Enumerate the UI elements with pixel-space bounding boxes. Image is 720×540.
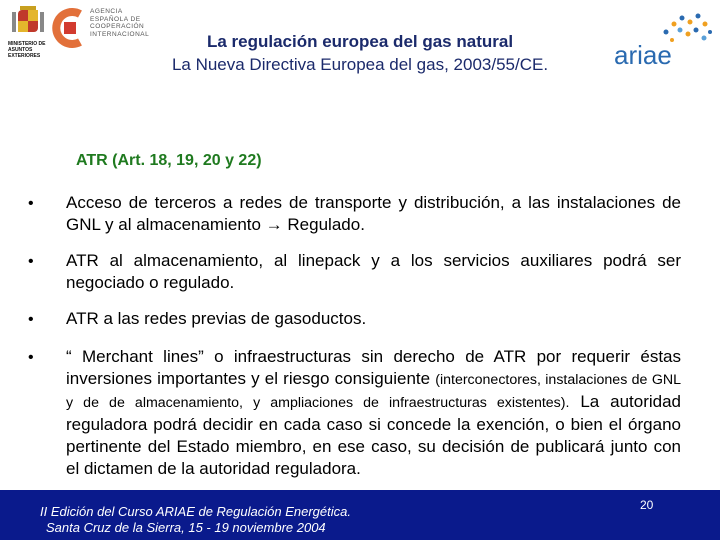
aeci-c-icon [50, 8, 86, 48]
bullet-text: Acceso de terceros a redes de transporte y distribución, a las instalaciones de GNL y al almacenamiento → Regulado. [66, 193, 681, 234]
bullet-text [66, 346, 681, 480]
bullet-text-part2: (interconectores, instalaciones de GNL y de de almacenamiento, y ampliaciones de infraestructuras existentes). [66, 372, 681, 411]
ariae-logo [610, 12, 715, 72]
bullet-icon: • [28, 349, 34, 366]
section-heading: ATR (Art. 18, 19, 20 y 22) [76, 152, 262, 169]
ministry-logo [8, 6, 48, 59]
list-item [28, 250, 681, 294]
page-title: La regulación europea del gas natural [206, 32, 514, 51]
bullet-text-part1: “ Merchant lines” o infraestructuras sin derecho de ATR por requerir éstas inversiones importantes y el riesgo consiguiente [66, 347, 681, 388]
footer-course: II Edición del Curso ARIAE de Regulación Energética. [40, 504, 351, 519]
page-number: 20 [640, 498, 654, 512]
bullet-text: ATR al almacenamiento, al linepack y a los servicios auxiliares podrá ser negociado o regulado. [66, 251, 681, 292]
list-item [28, 308, 681, 332]
bullet-icon: • [28, 253, 34, 270]
footer-location: Santa Cruz de la Sierra, 15 - 19 noviembre 2004 [46, 520, 326, 535]
ministry-name: MINISTERIO DE ASUNTOS EXTERIORES [8, 41, 46, 59]
list-item [28, 346, 681, 480]
agency-line-2: ESPAÑOLA DE [90, 15, 141, 23]
bullet-text: ATR a las redes previas de gasoductos. [66, 309, 367, 328]
bullet-icon: • [28, 311, 34, 328]
coat-of-arms-icon [8, 6, 48, 36]
bullet-list [28, 192, 681, 494]
agency-line-4: INTERNACIONAL [90, 30, 150, 38]
bullet-icon: • [28, 195, 34, 212]
list-item [28, 192, 681, 236]
ariae-wordmark: ariae [614, 40, 672, 70]
agency-line-1: AGENCIA [90, 8, 123, 15]
bullet-text-part3: La autoridad reguladora podrá decidir en cada caso si concede la exención, o bien el órgano pertinente del Estado miembro, en ese caso, su decisión de publicará junto con el dictamen de la autoridad reguladora. [66, 392, 682, 478]
page-subtitle: La Nueva Directiva Europea del gas, 2003/55/CE. [171, 55, 549, 74]
agency-line-3: COOPERACIÓN [90, 23, 145, 30]
